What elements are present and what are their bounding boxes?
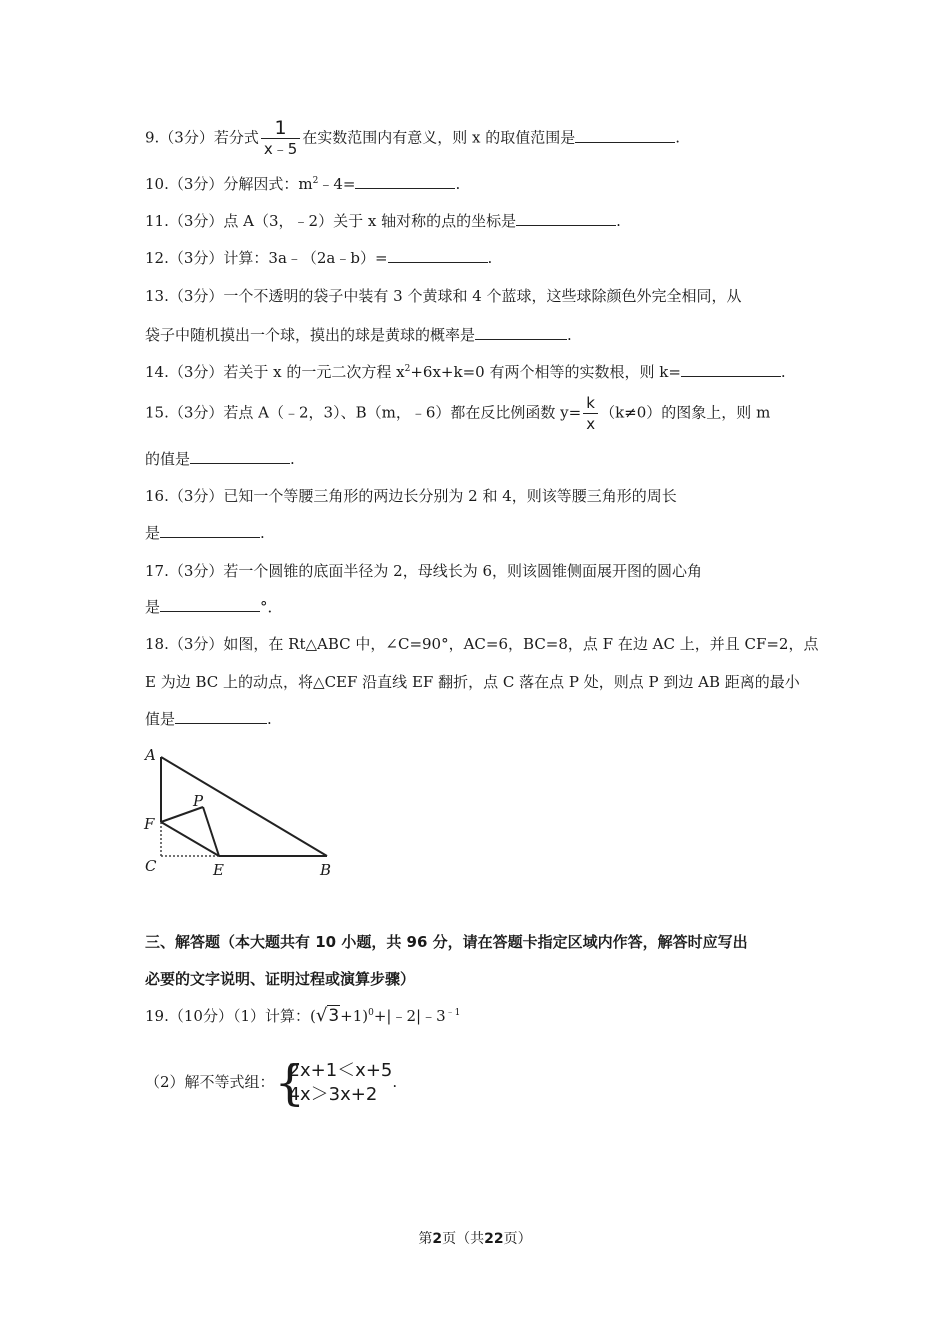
q15-line2-text: 的值是 [145,450,191,468]
question-16-line2 [145,523,265,543]
q19-sup1: ﹣1 [445,1008,461,1018]
q11-end: . [616,212,621,230]
question-12 [145,248,492,268]
q15-fraction [583,393,598,434]
q9-prefix: 9.（3分）若分式 [145,128,259,147]
inequality-2: 4x＞3x+2 [288,1084,378,1105]
section-3-heading-line1: 三、解答题（本大题共有 10 小题，共 96 分，请在答题卡指定区域内作答，解答时应写出 [145,933,748,951]
sqrt-radicand: 3 [328,1006,340,1026]
question-18-line1: 18.（3分）如图，在 Rt△ABC 中，∠C=90°，AC=6，BC=8，点 F 在边 AC 上，并且 CF=2，点 [145,635,819,653]
question-17-line1: 17.（3分）若一个圆锥的底面半径为 2，母线长为 6，则该圆锥侧面展开图的圆心角 [145,562,703,580]
q16-end: . [260,524,265,542]
q10-answer-blank[interactable] [355,174,455,189]
question-19 [145,1006,460,1026]
q16-answer-blank[interactable] [160,523,260,538]
section-3-heading-line2: 必要的文字说明、证明过程或演算步骤） [145,970,416,988]
q13-answer-blank[interactable] [475,325,567,340]
q17-line2-text: 是 [145,598,161,616]
q14-suffix: +6x+k=0 有两个相等的实数根，则 k= [410,363,681,381]
label-f: F [144,815,155,833]
segment-ab [161,757,327,856]
label-a: A [145,746,156,764]
question-19-part2 [145,1055,398,1111]
q15-frac-num: k [583,393,598,414]
q10-suffix: ﹣4= [318,175,356,193]
q15-answer-blank[interactable] [190,449,290,464]
question-13-line1: 13.（3分）一个不透明的袋子中装有 3 个黄球和 4 个蓝球，这些球除颜色外完全相同，从 [145,287,742,305]
q12-text: 12.（3分）计算：3a﹣（2a﹣b）= [145,249,388,267]
q9-frac-den: x﹣5 [263,140,298,158]
q11-answer-blank[interactable] [516,211,616,226]
q18-answer-blank[interactable] [175,709,267,724]
triangle-figure [140,740,350,885]
question-11 [145,211,621,231]
q14-answer-blank[interactable] [681,362,781,377]
q14-sup: 2 [404,364,411,374]
q16-line2-text: 是 [145,524,161,542]
page-footer [0,1228,950,1248]
footer-pre: 第 [418,1231,433,1247]
q12-end: . [487,249,493,267]
q9-frac-num: 1 [261,118,300,139]
label-c: C [145,857,157,875]
q19b-end: . [392,1073,398,1091]
question-14 [145,362,786,382]
question-16-line1: 16.（3分）已知一个等腰三角形的两边长分别为 2 和 4，则该等腰三角形的周长 [145,487,677,505]
inequality-1: 2x+1＜x+5 [288,1060,393,1081]
footer-mid: 页（共 [442,1231,485,1247]
footer-total-pages: 22 [484,1231,504,1247]
q14-prefix: 14.（3分）若关于 x 的一元二次方程 x [145,363,405,381]
q10-sup: 2 [312,176,319,186]
q15-prefix: 15.（3分）若点 A（﹣2，3）、B（m，﹣6）都在反比例函数 y= [145,403,582,422]
footer-page-number: 2 [432,1231,443,1247]
q17-answer-blank[interactable] [160,597,260,612]
q18-end: . [267,710,272,728]
question-9 [145,118,680,159]
label-b: B [320,861,332,879]
sqrt-expression: √3 [315,1005,340,1026]
q9-suffix: 在实数范围内有意义，则 x 的取值范围是 [302,128,576,147]
question-10 [145,174,460,194]
question-15-line2 [145,449,295,469]
q9-fraction [261,118,300,159]
q12-answer-blank[interactable] [388,248,488,263]
q15-frac-den: x [586,415,596,433]
label-e: E [213,861,224,879]
question-13-line2 [145,325,572,345]
q9-answer-blank[interactable] [575,128,675,143]
q10-prefix: 10.（3分）分解因式：m [145,175,313,193]
question-15 [145,393,770,434]
q13-line2-text: 袋子中随机摸出一个球，摸出的球是黄球的概率是 [145,326,476,344]
inequality-system [274,1055,393,1111]
brace-icon: { [274,1055,306,1111]
label-p: P [193,792,204,810]
q15-suffix: （k≠0）的图象上，则 m [600,403,771,422]
q19-mid: +1) [340,1007,369,1025]
q10-end: . [455,175,461,193]
q19-prefix: 19.（10分）（1）计算：( [145,1007,316,1025]
q11-text: 11.（3分）点 A（3，﹣2）关于 x 轴对称的点的坐标是 [145,212,517,230]
question-18-line2: E 为边 BC 上的动点，将△CEF 沿直线 EF 翻折，点 C 落在点 P 处，则点 P 到边 AB 距离的最小 [145,673,800,691]
q15-end: . [290,450,295,468]
q18-line3-text: 值是 [145,710,176,728]
question-18-line3 [145,709,272,729]
q19b-prefix: （2）解不等式组： [145,1073,275,1091]
q17-end: °． [260,598,283,616]
question-17-line2 [145,597,283,617]
footer-post: 页） [503,1231,532,1247]
q9-end: . [675,128,681,147]
q14-end: . [780,363,786,381]
q13-end: . [567,326,572,344]
q19-middle: +|﹣2|﹣3 [373,1007,446,1025]
q19-sup0: 0 [368,1008,374,1018]
